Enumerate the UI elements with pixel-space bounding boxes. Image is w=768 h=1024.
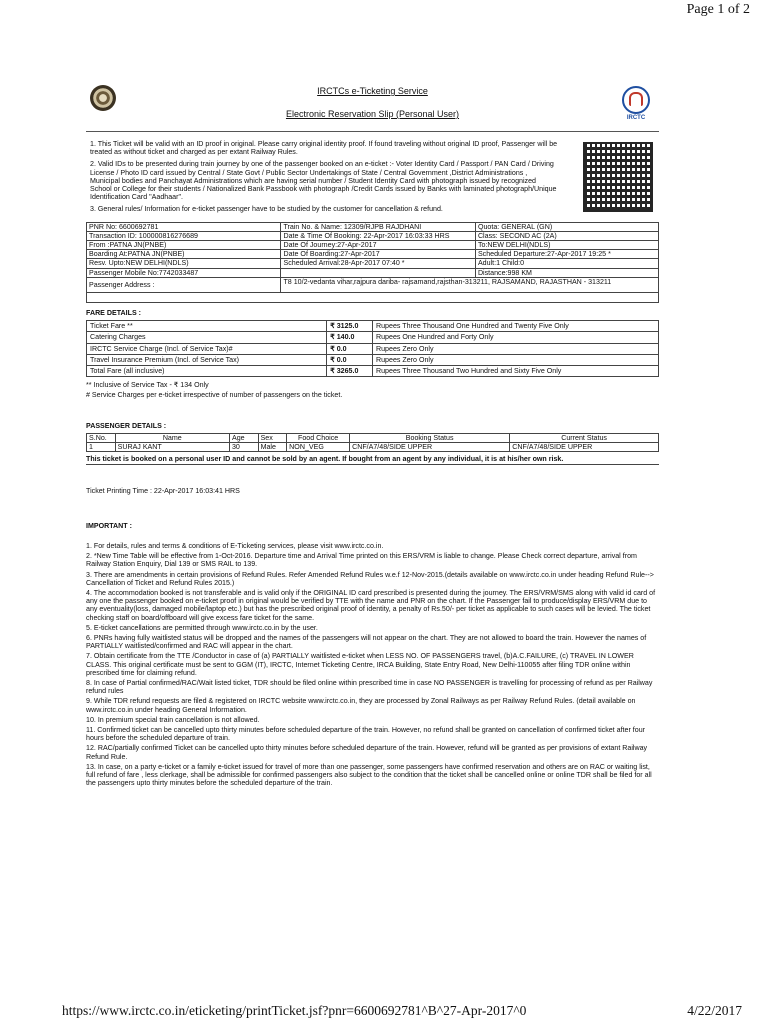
- scheduled-departure: Scheduled Departure:27-Apr-2017 19:25 *: [475, 250, 658, 259]
- print-footer: [62, 1003, 742, 1019]
- passenger-col-header: Age: [229, 433, 258, 442]
- ticket-subtitle: Electronic Reservation Slip (Personal User): [285, 109, 460, 119]
- irctc-logo-icon: [622, 86, 650, 114]
- fare-heading: FARE DETAILS :: [86, 309, 142, 318]
- note-3: 3. General rules/ Information for e-ticket passenger have to be studied by the customer for cancellation & refund.: [90, 205, 443, 214]
- page-url: https://www.irctc.co.in/eticketing/printTicket.jsf?pnr=6600692781^B^27-Apr-2017^0: [62, 1003, 527, 1018]
- to-station: To:NEW DELHI(NDLS): [475, 241, 658, 250]
- fare-amount: ₹ 3265.0: [327, 366, 373, 377]
- adult-child: Adult:1 Child:0: [475, 259, 658, 268]
- passenger-cell: CNF/A7/48/SIDE UPPER: [350, 443, 510, 452]
- list-item: 1. For details, rules and terms & conditions of E-Ticketing services, please visit www.irctc.co.in.: [86, 541, 384, 550]
- fare-amount: ₹ 140.0: [327, 332, 373, 343]
- list-item: 9. While TDR refund requests are filed & registered on IRCTC website www.irctc.co.in, they are processed by Zonal Railways as per Railway Refund Rules. (detail available on www.irctc.co.in under heading General Information.: [86, 697, 636, 714]
- journey-details-table: [86, 222, 659, 303]
- travel-class: Class: SECOND AC (2A): [475, 231, 658, 240]
- journey-date: Date Of Journey:27-Apr-2017: [281, 241, 475, 250]
- pnr: PNR No: 6600692781: [87, 222, 281, 231]
- e-ticket: [86, 81, 659, 789]
- passenger-heading: PASSENGER DETAILS :: [86, 421, 167, 430]
- passenger-mobile: Passenger Mobile No:7742033487: [87, 268, 281, 277]
- list-item: 11. Confirmed ticket can be cancelled upto thirty minutes before scheduled departure of the train. However, no refund shall be granted on cancellation of confirmed ticket after four hours before the scheduled departure of train.: [86, 725, 646, 743]
- list-item: 12. RAC/partially confirmed Ticket can be cancelled upto thirty minutes before scheduled departure of the train. However, refund will be granted as per provisions of extant Railway Refund Rule.: [86, 744, 648, 761]
- reservation-upto: Resv. Upto:NEW DELHI(NDLS): [87, 259, 281, 268]
- list-item: 8. In case of Partial confirmed/RAC/Wait listed ticket, TDR should be filed online within prescribed time in case NO PASSENGER is travelling for processing of refund as per Railway refund rules: [86, 678, 653, 696]
- list-item: 5. E-ticket cancellations are permitted through www.irctc.co.in by the user.: [86, 623, 318, 632]
- passenger-cell: 1: [87, 443, 116, 452]
- passenger-cell: NON_VEG: [287, 443, 350, 452]
- print-date: 4/22/2017: [687, 1003, 742, 1018]
- list-item: 10. In premium special train cancellation is not allowed.: [86, 715, 260, 724]
- address-value: T8 10/2-vedanta vihar,rajpura dariba- rajsamand,rajsthan-313211, RAJSAMAND, RAJASTHAN - 313211: [281, 277, 659, 292]
- fare-amount: ₹ 0.0: [327, 354, 373, 365]
- list-item: 6. PNRs having fully waitlisted status will be dropped and the names of the passengers will not appear on the chart. They are not allowed to board the train. However the names of PARTIALLY waitlisted/confirmed and RAC will appear in the chart.: [86, 633, 647, 651]
- distance: Distance:998 KM: [475, 268, 658, 277]
- list-item: 3. There are amendments in certain provisions of Refund Rules. Refer Amended Refund Rules w.e.f 12-Nov-2015.(details available on www.irctc.co.in under heading Refund Rule--> Cancellation of Ticket and Refund Rules 2015.): [86, 570, 654, 587]
- fare-label: Ticket Fare **: [87, 321, 327, 332]
- passenger-cell: Male: [258, 443, 287, 452]
- list-item: 7. Obtain certificate from the TTE /Conductor in case of (a) PARTIALLY waitlisted e-ticket when LESS NO. OF PASSENGERS travel, (b)A.C.FAILURE, (c) TRAVEL IN LOWER CLASS. This original certificate must be sent to GGM (IT), IRCTC, Internet Ticketing Centre, IRCA Building, State Entry Road, New Delhi-110055 after filing TDR online within prescribed time for claiming refund.: [86, 652, 634, 677]
- fare-label: Catering Charges: [87, 332, 327, 343]
- note-1: 1. This Ticket will be valid with an ID proof in original. Please carry original identity proof. If found traveling without original ID proof, Passenger will be treated as without ticket and charged as per extant Railway Rules.: [90, 140, 558, 157]
- passenger-col-header: Current Status: [510, 433, 659, 442]
- fare-words: Rupees Three Thousand Two Hundred and Sixty Five Only: [372, 366, 658, 377]
- boarding-station: Boarding At:PATNA JN(PNBE): [87, 250, 281, 259]
- train-name: Train No. & Name: 12309/RJPB RAJDHANI: [281, 222, 475, 231]
- passenger-col-header: Sex: [258, 433, 287, 442]
- passenger-col-header: Food Choice: [287, 433, 350, 442]
- ticket-notes: [86, 132, 659, 222]
- fare-words: Rupees Zero Only: [372, 343, 658, 354]
- irctc-logo: [619, 86, 653, 122]
- booking-time: Date & Time Of Booking: 22-Apr-2017 16:03:33 HRS: [281, 231, 475, 240]
- quota: Quota: GENERAL (GN): [475, 222, 658, 231]
- important-heading: IMPORTANT :: [86, 521, 132, 530]
- service-charge-note: # Service Charges per e-ticket irrespective of number of passengers on the ticket.: [86, 391, 343, 400]
- list-item: 2. *New Time Table will be effective from 1-Oct-2016. Departure time and Arrival Time printed on this ERS/VRM is liable to change. Please Check correct departure, arrival from Railway Station Enquiry, Dial 139 or SMS RAIL to 139.: [86, 552, 637, 569]
- transaction-id: Transaction ID: 100000816276689: [87, 231, 281, 240]
- page-indicator: Page 1 of 2: [686, 2, 750, 17]
- scheduled-arrival: Scheduled Arrival:28-Apr-2017 07:40 *: [281, 259, 475, 268]
- passenger-col-header: Name: [115, 433, 229, 442]
- qr-code-icon: [583, 142, 653, 212]
- agent-disclaimer: This ticket is booked on a personal user ID and cannot be sold by an agent. If bought from an agent by any individual, it is at his/her own risk.: [86, 455, 659, 465]
- fare-amount: ₹ 3125.0: [327, 321, 373, 332]
- ticket-header: [86, 81, 659, 132]
- important-list: [86, 542, 659, 787]
- fare-label: IRCTC Service Charge (Incl. of Service Tax)#: [87, 343, 327, 354]
- fare-label: Travel Insurance Premium (Incl. of Service Tax): [87, 354, 327, 365]
- fare-words: Rupees One Hundred and Forty Only: [372, 332, 658, 343]
- ticket-title: IRCTCs e-Ticketing Service: [317, 86, 428, 96]
- fare-words: Rupees Zero Only: [372, 354, 658, 365]
- fare-table: [86, 320, 659, 377]
- service-tax-note: ** Inclusive of Service Tax - ₹ 134 Only: [86, 381, 209, 390]
- passenger-col-header: Booking Status: [350, 433, 510, 442]
- list-item: 13. In case, on a party e-ticket or a family e-ticket issued for travel of more than one passenger, some passengers have confirmed reservation and others are on RAC or waiting list, full refund of fare , less clerkage, shall be admissible for confirmed passengers also subject to the condition that the ticket shall be cancelled online or online TDR shall be filed for all the passengers upto thirty minutes before the scheduled departure of the train.: [86, 762, 652, 788]
- passenger-table: [86, 433, 659, 452]
- note-2: 2. Valid IDs to be presented during train journey by one of the passenger booked on an e-ticket :- Voter Identity Card / Passport / PAN Card / Driving License / Photo ID card issued by Central / State Govt / Public Sector Undertakings of State / Central Government ,District Administrations , Municipal bodies and Panchayat Administrations which are having serial number / Student Identity Card with photograph issued by recognized School or College for their students / Nationalized Bank Passbook with photograph /Credit Cards issued by Banks with laminated photograph/Unique Identification Card "Aadhaar".: [90, 160, 557, 202]
- passenger-col-header: S.No.: [87, 433, 116, 442]
- printing-time: Ticket Printing Time : 22-Apr-2017 16:03:41 HRS: [86, 487, 240, 496]
- fare-words: Rupees Three Thousand One Hundred and Twenty Five Only: [372, 321, 658, 332]
- irctc-logo-text: IRCTC: [626, 115, 646, 121]
- list-item: 4. The accommodation booked is not transferable and is valid only if the ORIGINAL ID card prescribed is presented during the journey. The ERS/VRM/SMS along with valid id card of any one the passenger booked on e-ticket proof in original would be verified by TTE with the name and PNR on the chart. If the Passenger fail to produce/display ERS/VRM due to any eventuality(loss, damaged mobile/laptop etc.) but has the prescribed original proof of identity, a penalty of Rs.50/- per ticket as applicable to such cases will be levied. The ticket checking staff on board/offboard will give excess fare ticket for the same.: [86, 588, 656, 622]
- address-label: Passenger Address :: [87, 277, 281, 292]
- passenger-cell: CNF/A7/48/SIDE UPPER: [510, 443, 659, 452]
- fare-amount: ₹ 0.0: [327, 343, 373, 354]
- table-row: [87, 443, 659, 452]
- from-station: From :PATNA JN(PNBE): [87, 241, 281, 250]
- passenger-cell: 30: [229, 443, 258, 452]
- fare-label: Total Fare (all inclusive): [87, 366, 327, 377]
- boarding-date: Date Of Boarding:27-Apr-2017: [281, 250, 475, 259]
- passenger-cell: SURAJ KANT: [115, 443, 229, 452]
